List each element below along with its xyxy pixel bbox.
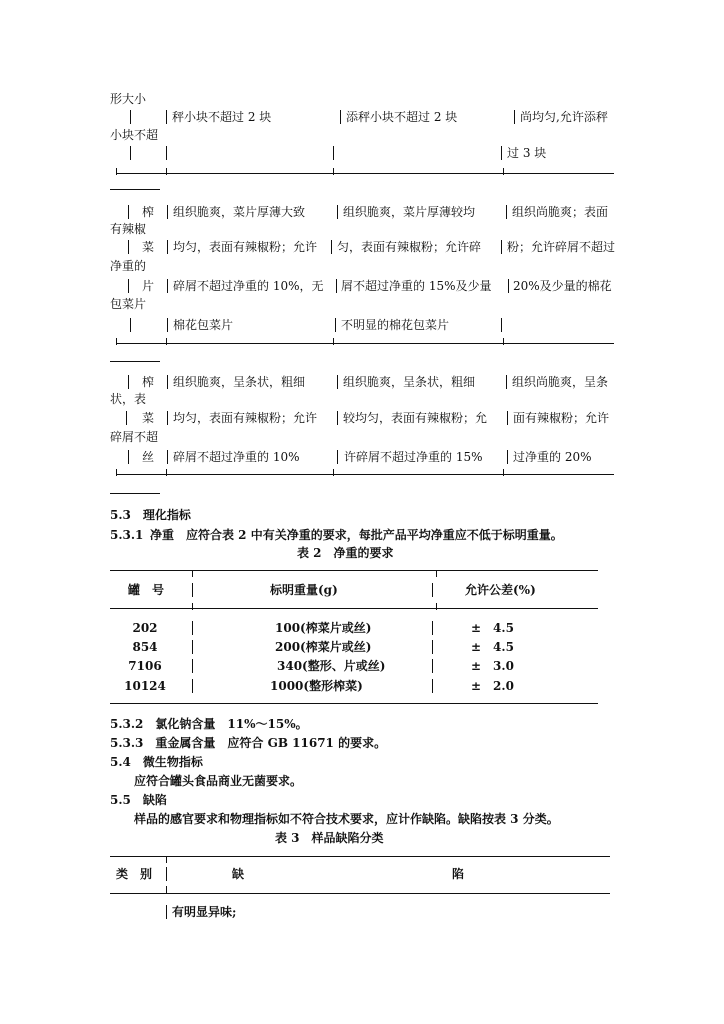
paragraph-5-4: 应符合罐头食品商业无菌要求。 [134,774,303,788]
section-heading-5-4: 5.4 微生物指标 [110,755,203,769]
clause-text-5-3-1: 净重 应符合表 2 中有关净重的要求，每批产品平均净重应不低于标明重量。 [150,528,563,542]
column-divider [192,583,193,597]
column-divider [337,450,338,464]
column-divider [167,318,168,332]
column-divider [335,318,336,332]
column-divider [166,146,167,160]
cell-grade-3: 粉；允许碎屑不超过 [507,240,616,254]
column-divider [432,640,433,654]
column-divider [128,279,129,293]
cell-grade-2: 匀，表面有辣椒粉；允许碎 [337,240,482,254]
section-heading-5-3: 5.3 理化指标 [110,508,191,522]
column-divider [333,146,334,160]
cell-defect: 有明显异味; [172,905,237,919]
short-rule [110,361,160,362]
column-divider [130,318,131,332]
cell-product: 菜 [142,411,155,425]
cell-tolerance: ± 2.0 [471,679,514,693]
cell-weight: 100(榨菜片或丝) [275,621,372,635]
column-divider [192,621,193,635]
column-divider [128,450,129,464]
cell-grade-1: 秤小块不超过 2 块 [172,110,272,124]
cell-weight: 340(整形、片或丝) [277,659,386,673]
wrapped-text: 有辣椒 [110,222,147,236]
cell-grade-3: 组织尚脆爽，呈条 [512,375,609,389]
column-divider [128,240,129,254]
cell-grade-1: 均匀，表面有辣椒粉；允许 [173,411,318,425]
cell-tolerance: ± 4.5 [471,640,514,654]
cell-weight: 1000(整形榨菜) [270,679,363,693]
cell-grade-2: 添秤小块不超过 2 块 [346,110,458,124]
table-bottom-rule [110,703,598,704]
column-divider [337,411,338,425]
cell-product: 片 [142,279,155,293]
row-separator [116,173,614,174]
short-rule [110,493,160,494]
header-category: 类 别 [116,867,153,881]
cell-grade-1: 组织脆爽，呈条状，粗细 [173,375,306,389]
cell-grade-1: 均匀，表面有辣椒粉；允许 [173,240,318,254]
column-divider [337,375,338,389]
column-divider [130,146,131,160]
column-divider [506,375,507,389]
cell-weight: 200(榨菜片或丝) [275,640,372,654]
column-divider [508,279,509,293]
cell-grade-1: 碎屑不超过净重的 10% [173,450,300,464]
column-divider [501,240,502,254]
wrapped-text: 小块不超 [110,128,159,142]
column-divider [166,867,167,881]
column-divider [432,621,433,635]
column-divider [432,583,433,597]
row-separator [116,474,614,475]
table-top-rule [110,570,598,571]
column-divider [340,110,341,124]
column-divider [432,679,433,693]
cell-can: 10124 [124,679,166,693]
column-divider [167,375,168,389]
column-divider [192,679,193,693]
cell-grade-2: 组织脆爽，呈条状，粗细 [343,375,476,389]
header-defect-char-1: 缺 [232,867,245,881]
wrapped-text: 包菜片 [110,297,147,311]
header-defect-char-2: 陷 [452,867,465,881]
table-top-rule [110,856,610,857]
table-3-title: 表 3 样品缺陷分类 [275,831,384,845]
column-divider [506,205,507,219]
clause-5-3-2: 5.3.2 氯化钠含量 11%～15%。 [110,717,308,731]
column-divider [126,411,127,425]
column-divider [130,110,131,124]
cell-grade-1: 棉花包菜片 [173,318,234,332]
column-divider [192,640,193,654]
cell-grade-3: 过 3 块 [507,146,547,160]
clause-5-3-3: 5.3.3 重金属含量 应符合 GB 11671 的要求。 [110,736,387,750]
cell-grade-3: 过净重的 20% [513,450,592,464]
cell-can: 202 [132,621,158,635]
cell-product: 榨 [142,375,155,389]
cell-product: 丝 [142,450,155,464]
column-divider [337,205,338,219]
cell-grade-3: 面有辣椒粉；允许 [513,411,610,425]
cell-tolerance: ± 3.0 [471,659,514,673]
cell-grade-2: 较均匀，表面有辣椒粉；允 [343,411,488,425]
column-divider [167,279,168,293]
cell-can: 854 [132,640,158,654]
column-divider [167,240,168,254]
column-divider [167,450,168,464]
header-rule [110,608,598,609]
cell-grade-2: 许碎屑不超过净重的 15% [344,450,483,464]
column-divider [501,318,502,332]
cell-grade-2: 组织脆爽，菜片厚薄较均 [343,205,476,219]
column-divider [514,110,515,124]
short-rule [110,189,160,190]
cell-product: 榨 [142,205,155,219]
column-divider [166,905,167,919]
cell-grade-1: 碎屑不超过净重的 10%，无 [173,279,324,293]
cell-grade-2: 屑不超过净重的 15%及少量 [341,279,492,293]
column-divider [331,240,332,254]
wrapped-text: 状，表 [110,392,147,406]
column-divider [507,411,508,425]
header-rule [110,893,610,894]
cell-grade-1: 组织脆爽，菜片厚薄大致 [173,205,306,219]
column-divider [501,146,502,160]
cell-product: 菜 [142,240,155,254]
column-divider [336,279,337,293]
column-divider [128,205,129,219]
wrapped-text: 净重的 [110,259,147,273]
section-heading-5-5: 5.5 缺陷 [110,793,167,807]
clause-number-5-3-1: 5.3.1 [110,528,144,542]
column-divider [167,205,168,219]
paragraph-5-5: 样品的感官要求和物理指标如不符合技术要求，应计作缺陷。缺陷按表 3 分类。 [134,812,559,826]
column-divider [167,411,168,425]
cell-can: 7106 [128,659,162,673]
column-divider [432,659,433,673]
header-can-number: 罐 号 [128,583,165,597]
cell-grade-3: 组织尚脆爽；表面 [512,205,609,219]
cell-grade-3: 20%及少量的棉花 [513,279,612,293]
header-tolerance: 允许公差(%) [465,583,536,597]
continued-header: 形大小 [110,92,147,106]
column-divider [166,110,167,124]
row-separator [116,343,614,344]
column-divider [192,659,193,673]
cell-grade-3: 尚均匀,允许添秤 [520,110,608,124]
column-divider [128,375,129,389]
column-divider [507,450,508,464]
header-labeled-weight: 标明重量(g) [270,583,338,597]
table-2-title: 表 2 净重的要求 [297,546,394,560]
wrapped-text: 碎屑不超 [110,430,159,444]
cell-tolerance: ± 4.5 [471,621,514,635]
cell-grade-2: 不明显的棉花包菜片 [341,318,450,332]
